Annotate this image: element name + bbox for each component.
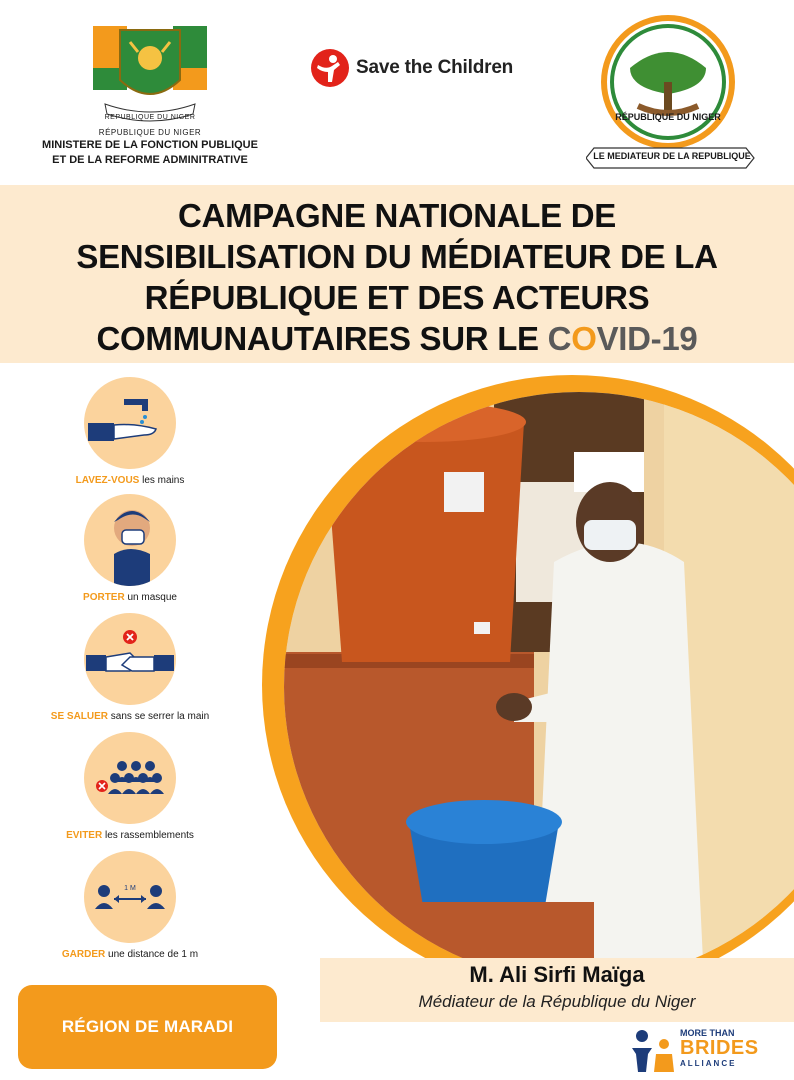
no-gathering-icon — [84, 732, 176, 824]
seal-top-text: RÉPUBLIQUE DU NIGER — [615, 112, 721, 122]
covid-o: O — [571, 320, 597, 357]
person-role: Médiateur de la République du Niger — [418, 992, 696, 1011]
tip-no-handshake — [0, 613, 260, 722]
tip-wear-mask — [0, 494, 260, 603]
tip-keep-distance — [0, 851, 260, 960]
title-line-1: CAMPAGNE NATIONALE DE — [178, 197, 616, 234]
coat-ribbon-text: REPUBLIQUE DU NIGER — [104, 114, 196, 121]
mtb-line-3: ALLIANCE — [680, 1059, 737, 1068]
tip-wash-caption: LAVEZ-VOUS les mains — [75, 475, 185, 486]
republic-label: RÉPUBLIQUE DU NIGER — [98, 128, 202, 137]
niger-coat-of-arms — [40, 8, 260, 178]
title-line-3: RÉPUBLIQUE ET DES ACTEURS — [144, 279, 650, 316]
face-mask-icon — [84, 494, 176, 586]
region-badge — [18, 985, 277, 1069]
distance-icon — [84, 851, 176, 943]
tip-gathering-caption: EVITER les rassemblements — [66, 830, 194, 841]
title-line-2: SENSIBILISATION DU MÉDIATEUR DE LA — [76, 238, 718, 275]
tip-distance-caption: GARDER une distance de 1 m — [61, 949, 199, 960]
no-handshake-icon — [84, 613, 176, 705]
title-line-4 — [0, 318, 794, 359]
more-than-brides-logo — [628, 1028, 778, 1074]
person-name: M. Ali Sirfi Maïga — [469, 962, 645, 987]
more-than-brides-icon — [628, 1028, 678, 1074]
mediator-seal — [586, 8, 766, 178]
covid-rest: VID-19 — [596, 320, 698, 357]
save-the-children-logo — [310, 48, 513, 88]
covid-c: C — [547, 320, 572, 357]
save-the-children-label: Save the Children — [356, 57, 514, 78]
save-the-children-icon — [310, 48, 350, 88]
ministry-line-1: MINISTERE DE LA FONCTION PUBLIQUE — [42, 139, 258, 151]
tip-handshake-caption: SE SALUER sans se serrer la main — [50, 711, 210, 722]
tip-avoid-gatherings — [0, 732, 260, 841]
title-line-4-prefix: COMMUNAUTAIRES SUR LE — [96, 320, 548, 357]
region-label: RÉGION DE MARADI — [61, 1017, 234, 1036]
distance-label: 1 M — [124, 885, 136, 892]
seal-ribbon-text: LE MEDIATEUR DE LA REPUBLIQUE — [593, 151, 751, 161]
tip-wash-hands — [0, 377, 260, 486]
mtb-line-1: MORE THAN — [680, 1028, 735, 1038]
header — [0, 0, 794, 182]
ministry-line-2: ET DE LA REFORME ADMINITRATIVE — [52, 154, 248, 166]
mtb-line-2: BRIDES — [680, 1037, 759, 1059]
hand-washing-icon — [84, 377, 176, 469]
covid-label — [548, 320, 698, 357]
coat-of-arms-icon — [75, 8, 225, 126]
tip-mask-caption: PORTER un masque — [83, 592, 177, 603]
campaign-title — [0, 195, 794, 359]
